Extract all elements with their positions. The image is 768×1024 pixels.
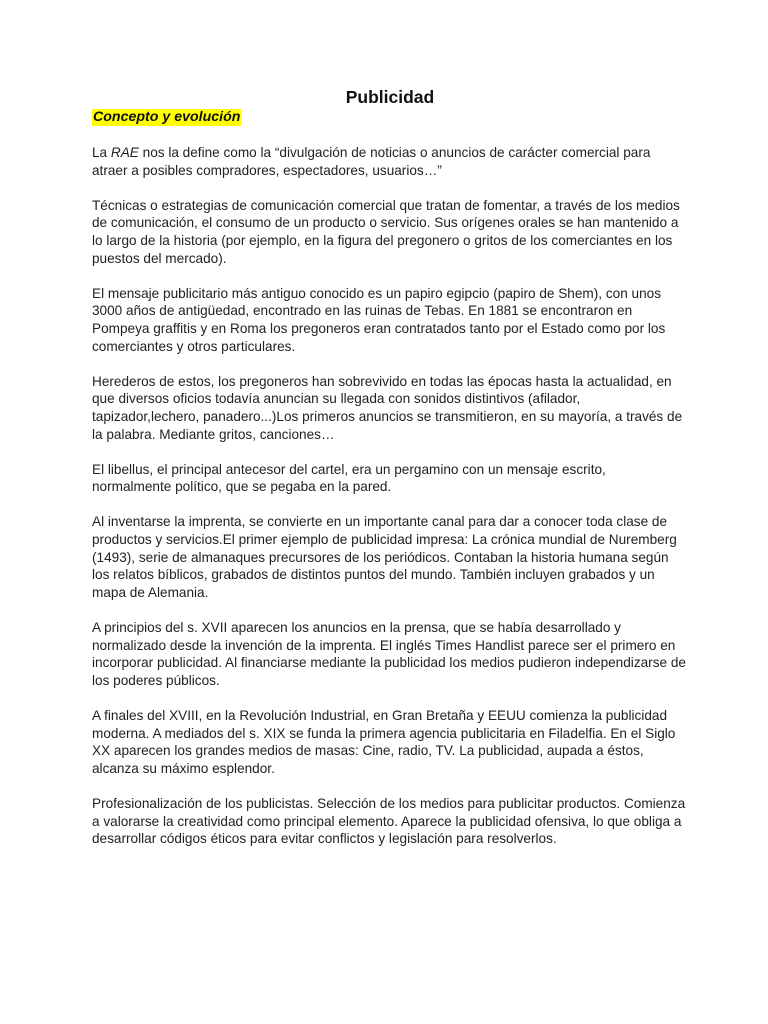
highlighted-subtitle: Concepto y evolución bbox=[93, 109, 241, 125]
intro-paragraph bbox=[92, 144, 688, 179]
paragraph-oldest-message: El mensaje publicitario más antiguo conocido es un papiro egipcio (papiro de Shem), con unos 3000 años de antigüedad, encontrado en las ruinas de Tebas. En 1881 se encontraron en Pompeya graffitis y en Roma los pregoneros eran contratados tanto por el Estado como por los comerciantes y otros particulares. bbox=[92, 285, 666, 354]
paragraph-17th-century: A principios del s. XVII aparecen los anuncios en la prensa, que se había desarrollado y normalizado desde la invención de la imprenta. El inglés Times Handlist parece ser el primero en incorporar publicidad. Al financiarse mediante la publicidad los medios pudieron independizarse de los poderes públicos. bbox=[92, 620, 686, 688]
page-title: Publicidad bbox=[345, 87, 435, 107]
intro-text-before: La bbox=[92, 145, 111, 160]
paragraph-heralds: Herederos de estos, los pregoneros han sobrevivido en todas las épocas hasta la actualidad, en que diversos oficios todavía anuncian su llegada con sonidos distintivos (afilador, tapizador,lechero, panadero...)Los primeros anuncios se transmitieron, en su mayoría, a través de la palabra. Mediante gritos, canciones… bbox=[92, 373, 683, 442]
paragraph-techniques: Técnicas o estrategias de comunicación comercial que tratan de fomentar, a través de los medios de comunicación, el consumo de un producto o servicio. Sus orígenes orales se han mantenido a lo largo de la historia (por ejemplo, en la figura del pregonero o gritos de los comerciantes en los puestos del mercado). bbox=[92, 197, 680, 266]
paragraph-printing-press: Al inventarse la imprenta, se convierte en un importante canal para dar a conocer toda clase de productos y servicios.El primer ejemplo de publicidad impresa: La crónica mundial de Nuremberg (1493), serie de almanaques precursores de los periódicos. Contaban la historia humana según los relatos bíblicos, grabados de distintos puntos del mundo. También incluyen grabados y un mapa de Alemania. bbox=[92, 514, 677, 600]
intro-text-after: nos la define como la “divulgación de noticias o anuncios de carácter comercial para atraer a posibles compradores, espectadores, usuarios…” bbox=[92, 145, 651, 178]
paragraph-industrial-revolution: A finales del XVIII, en la Revolución Industrial, en Gran Bretaña y EEUU comienza la publicidad moderna. A mediados del s. XIX se funda la primera agencia publicitaria en Filadelfia. En el Siglo XX aparecen los grandes medios de masas: Cine, radio, TV. La publicidad, aupada a éstos, alcanza su máximo esplendor. bbox=[92, 708, 676, 776]
subtitle-row bbox=[92, 108, 688, 126]
paragraph-professionalization: Profesionalización de los publicistas. Selección de los medios para publicitar productos. Comienza a valorarse la creatividad como principal elemento. Aparece la publicidad ofensiva, lo que obliga a desarrollar códigos éticos para evitar conflictos y legislación para resolverlos. bbox=[92, 795, 686, 847]
document-page bbox=[92, 86, 688, 848]
paragraph-libellus: El libellus, el principal antecesor del cartel, era un pergamino con un mensaje escrito, normalmente político, que se pegaba en la pared. bbox=[92, 461, 606, 495]
rae-emphasis: RAE bbox=[110, 145, 139, 160]
